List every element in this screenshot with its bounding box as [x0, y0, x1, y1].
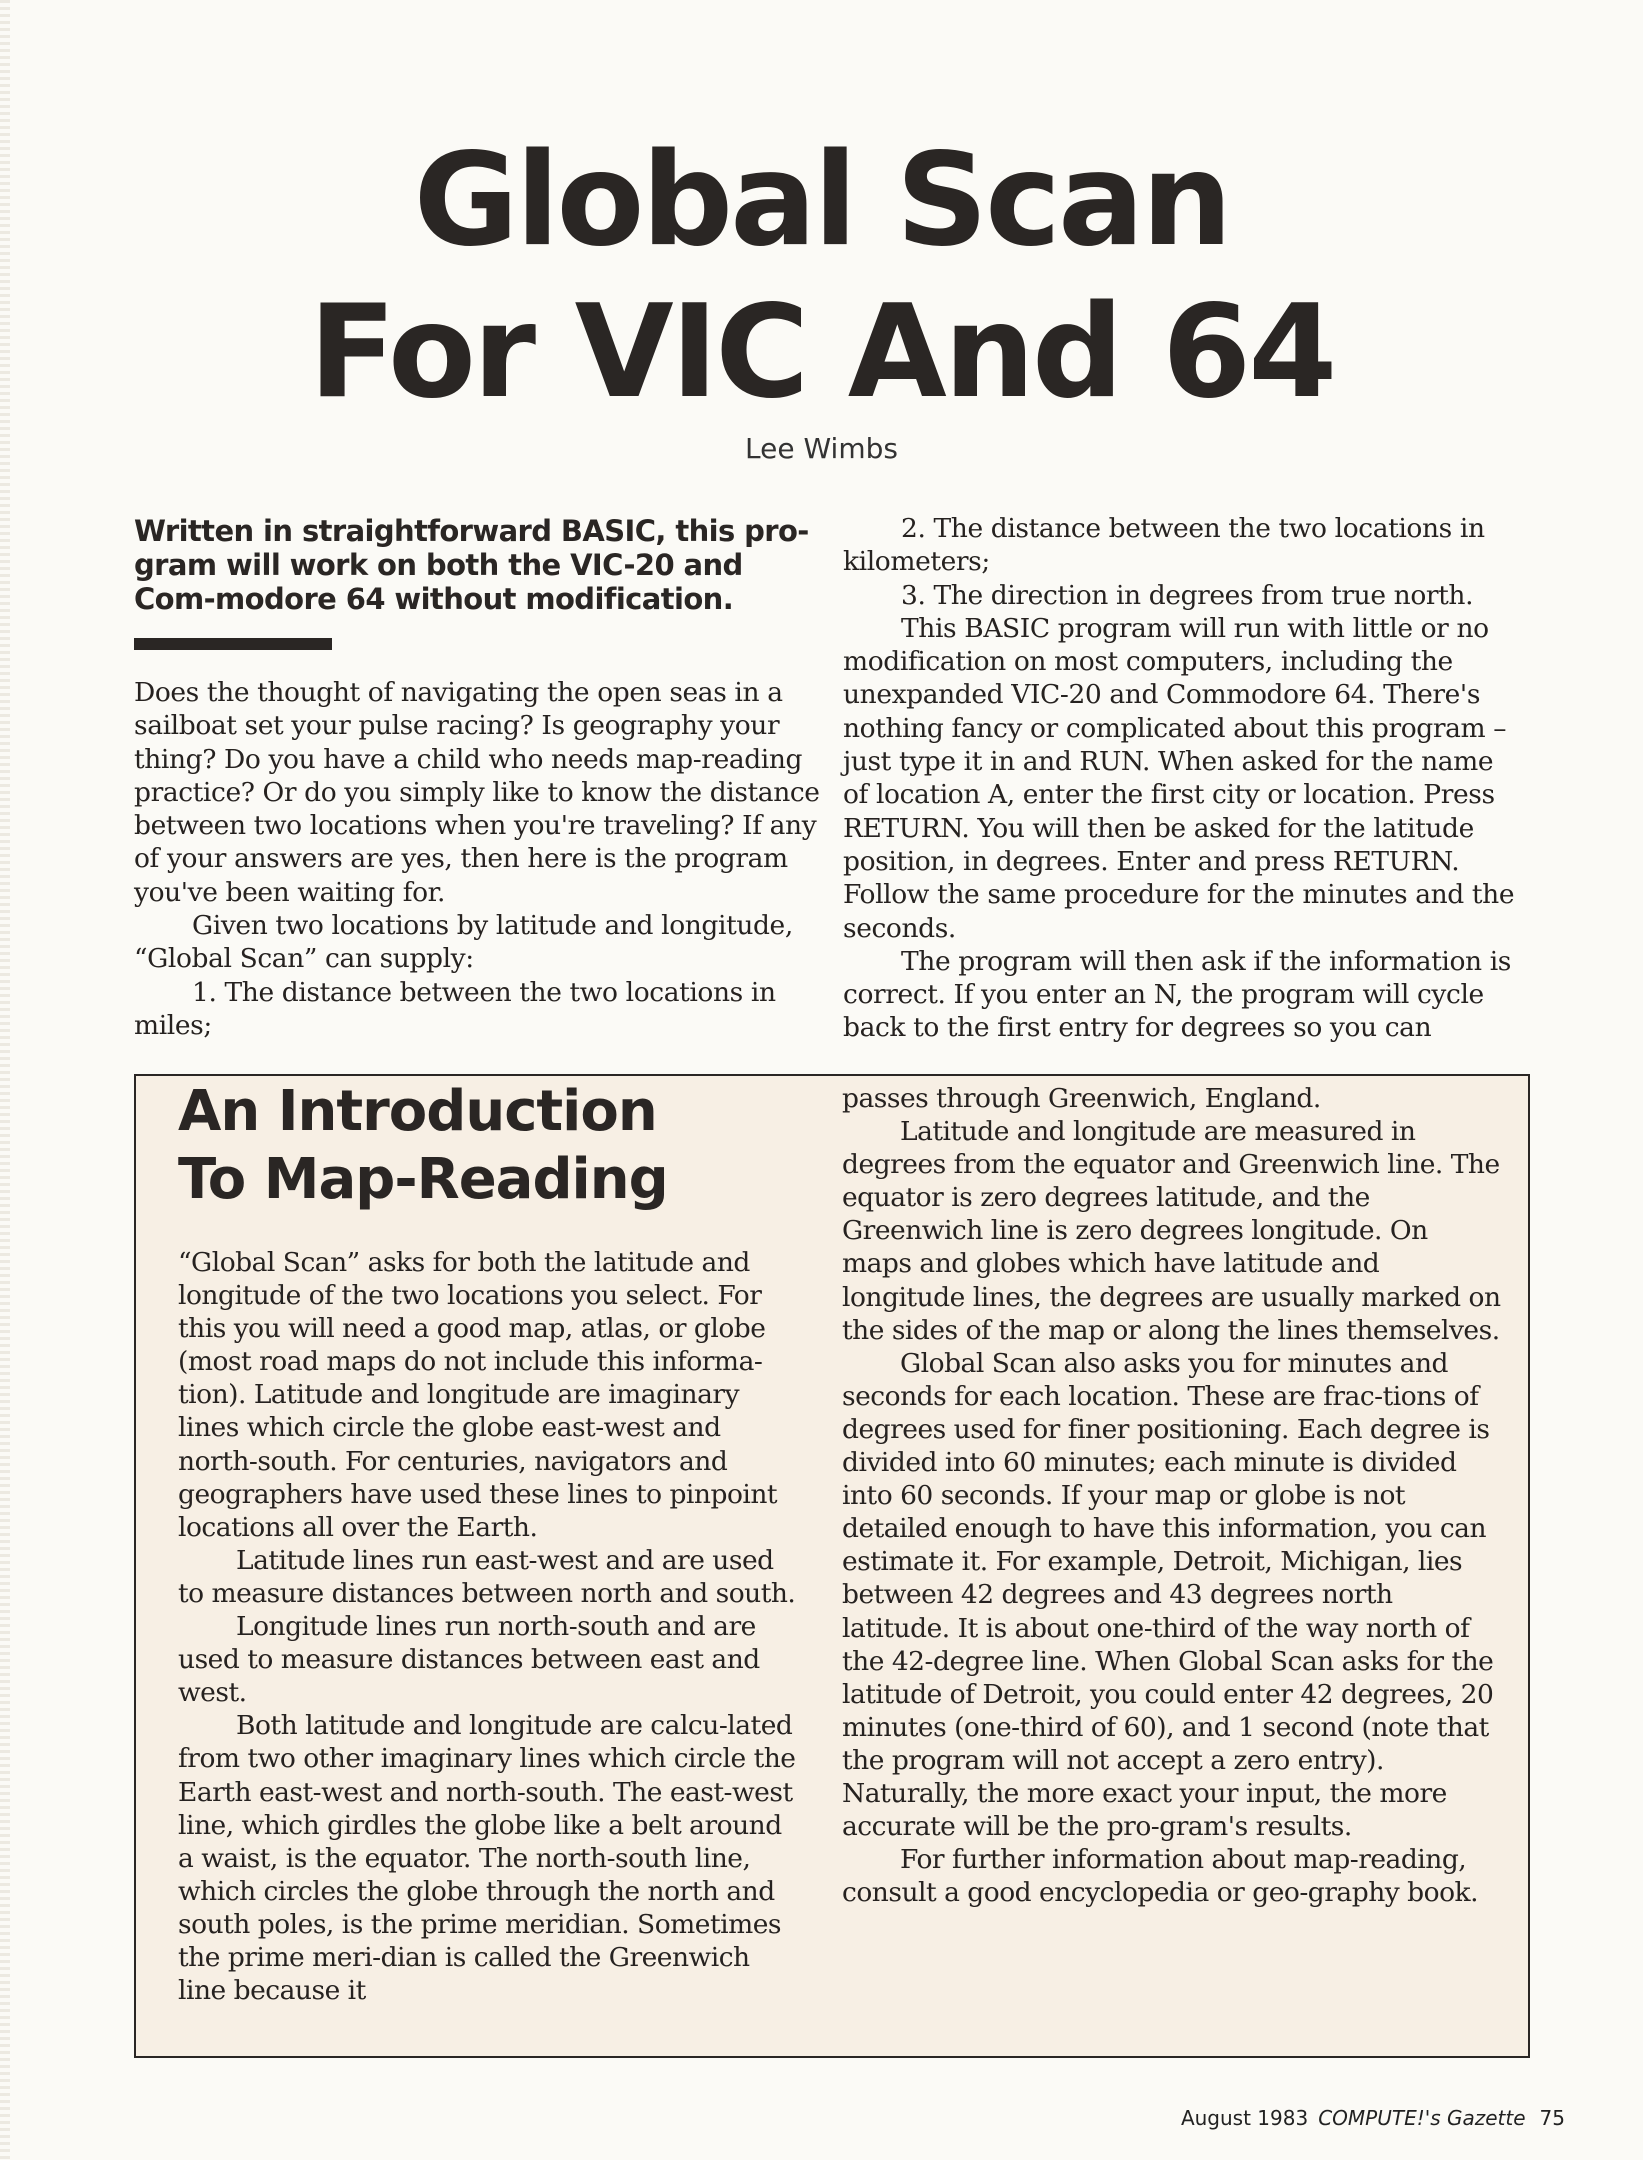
- sidebar-title-line-1: An Introduction: [178, 1079, 657, 1144]
- paragraph: Longitude lines run north-south and are used to measure distances between east and west.: [178, 1611, 760, 1709]
- paragraph: For further information about map-reading, consult a good encyclopedia or geo-graphy book.: [842, 1844, 1479, 1909]
- paragraph: Global Scan also asks you for minutes and seconds for each location. These are frac-tions of degrees used for finer positioning. Each degree is divided into 60 minutes; each minute is divided into 60 seconds. If your map or globe is not detailed enough to have this information, you can estimate it. For example, Detroit, Michigan, lies between 42 degrees and 43 degrees north latitude. It is about one-third of the way north of the 42-degree line. When Global Scan asks for the latitude of Detroit, you could enter 42 degrees, 20 minutes (one-third of 60), and 1 second (note that the program will not accept a zero entry). Naturally, the more exact your input, the more accurate will be the pro-gram's results.: [842, 1347, 1494, 1843]
- paragraph: passes through Greenwich, England.: [842, 1083, 1321, 1114]
- article-left-column: [134, 676, 824, 1042]
- page-footer: [1181, 2106, 1565, 2130]
- paragraph: Does the thought of navigating the open seas in a sailboat set your pulse racing? Is geography your thing? Do you have a child who needs map-reading practice? Or do you simply like to know the distance between two locations when you're traveling? If any of your answers are yes, then here is the program you've been waiting for.: [134, 677, 820, 908]
- paragraph: “Global Scan” asks for both the latitude and longitude of the two locations you select. For this you will need a good map, atlas, or globe (most road maps do not include this informa-tion). Latitude and longitude are imaginary lines which circle the globe east-west and north-south. For centuries, navigators and geographers have used these lines to pinpoint locations all over the Earth.: [178, 1247, 778, 1543]
- article-right-column: [843, 512, 1523, 1045]
- paragraph: This BASIC program will run with little or no modification on most computers, including the unexpanded VIC-20 and Commodore 64. There's nothing fancy or complicated about this program – just type it in and RUN. When asked for the name of location A, enter the first city or location. Press RETURN. You will then be asked for the latitude position, in degrees. Enter and press RETURN. Follow the same procedure for the minutes and the seconds.: [843, 612, 1515, 944]
- sidebar-title-line-2: To Map-Reading: [178, 1147, 668, 1212]
- paragraph: Both latitude and longitude are calcu-lated from two other imaginary lines which circle the Earth east-west and north-south. The east-west line, which girdles the globe like a belt around a waist, is the equator. The north-south line, which circles the globe through the north and south poles, is the prime meridian. Sometimes the prime meri-dian is called the Greenwich line because it: [178, 1710, 796, 2007]
- lede-summary: Written in straightforward BASIC, this pro-gram will work on both the VIC-20 and Com-modore 64 without modification.: [134, 514, 809, 616]
- paragraph: Given two locations by latitude and longitude, “Global Scan” can supply:: [134, 910, 793, 975]
- sidebar-right-column: [842, 1082, 1502, 1909]
- magazine-name: COMPUTE!'s Gazette: [1318, 2106, 1526, 2130]
- title-line-2: For VIC And 64: [308, 278, 1335, 427]
- byline: Lee Wimbs: [745, 432, 898, 465]
- paragraph: Latitude lines run east-west and are used to measure distances between north and south.: [178, 1544, 796, 1609]
- issue-date: August 1983: [1180, 2106, 1309, 2130]
- paragraph: 3. The direction in degrees from true north.: [901, 579, 1474, 611]
- paragraph: 1. The distance between the two locations in miles;: [134, 976, 776, 1041]
- paragraph: The program will then ask if the information is correct. If you enter an N, the program will cycle back to the first entry for degrees so you can: [843, 945, 1511, 1044]
- sidebar-title: [178, 1078, 798, 1214]
- paragraph: Latitude and longitude are measured in degrees from the equator and Greenwich line. The equator is zero degrees latitude, and the Greenwich line is zero degrees longitude. On maps and globes which have latitude and longitude lines, the degrees are usually marked on the sides of the map or along the lines themselves.: [842, 1116, 1501, 1346]
- title-line-1: Global Scan: [413, 126, 1230, 275]
- sidebar-left-column: [178, 1246, 798, 2007]
- paragraph: 2. The distance between the two locations in kilometers;: [843, 513, 1485, 578]
- page-number: 75: [1539, 2106, 1565, 2130]
- lede-divider: [134, 638, 332, 650]
